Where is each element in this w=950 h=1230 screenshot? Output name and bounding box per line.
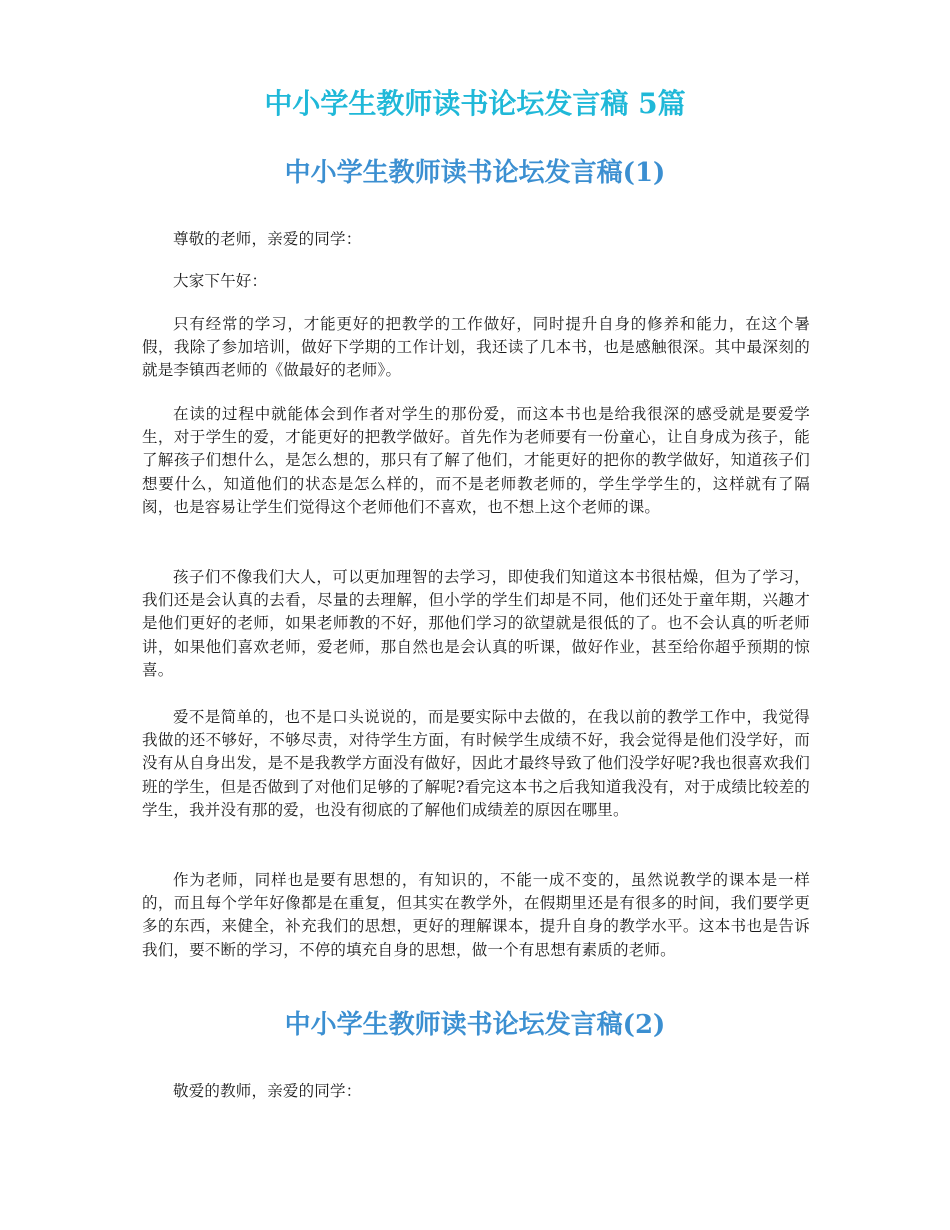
- paragraph: 在读的过程中就能体会到作者对学生的那份爱，而这本书也是给我很深的感受就是要爱学生，对于学生的爱，才能更好的把教学做好。首先作为老师要有一份童心，让自身成为孩子，能了解孩子们想什么，是怎么想的，那只有了解了他们，才能更好的把你的教学做好，知道孩子们想要什么，知道他们的状态是怎么样的，而不是老师教老师的，学生学学生的，这样就有了隔阂，也是容易让学生们觉得这个老师他们不喜欢，也不想上这个老师的课。: [142, 405, 810, 516]
- paragraph: 敬爱的教师，亲爱的同学：: [173, 1082, 362, 1100]
- paragraph: 大家下午好：: [173, 272, 268, 290]
- paragraph: 爱不是简单的，也不是口头说说的，而是要实际中去做的，在我以前的教学工作中，我觉得我做的还不够好，不够尽责，对待学生方面，有时候学生成绩不好，我会觉得是他们没学好，而没有从自身出发，是不是我教学方面没有做好，因此才最终导致了他们没学好呢?我也很喜欢我们班的学生，但是否做到了对他们足够的了解呢?看完这本书之后我知道我没有，对于成绩比较差的学生，我并没有那的爱，也没有彻底的了解他们成绩差的原因在哪里。: [142, 708, 810, 819]
- section-heading-1: 中小学生教师读书论坛发言稿(1): [284, 158, 666, 188]
- document-title: 中小学生教师读书论坛发言稿 5篇: [264, 87, 686, 120]
- section-heading-2: 中小学生教师读书论坛发言稿(2): [284, 1010, 666, 1040]
- paragraph: 孩子们不像我们大人，可以更加理智的去学习，即使我们知道这本书很枯燥，但为了学习，我们还是会认真的去看，尽量的去理解，但小学的学生们却是不同，他们还处于童年期，兴趣才是他们更好的老师，如果老师教的不好，那他们学习的欲望就是很低的了。也不会认真的听老师讲，如果他们喜欢老师，爱老师，那自然也是会认真的听课，做好作业，甚至给你超乎预期的惊喜。: [142, 568, 810, 679]
- paragraph: 只有经常的学习，才能更好的把教学的工作做好，同时提升自身的修养和能力，在这个暑假，我除了参加培训，做好下学期的工作计划，我还读了几本书，也是感触很深。其中最深刻的就是李镇西老师的《做最好的老师》。: [142, 315, 810, 380]
- paragraph: 尊敬的老师，亲爱的同学：: [173, 230, 362, 248]
- paragraph: 作为老师，同样也是要有思想的，有知识的，不能一成不变的，虽然说教学的课本是一样的，而且每个学年好像都是在重复，但其实在教学外，在假期里还是有很多的时间，我们要学更多的东西，来健全，补充我们的思想，更好的理解课本，提升自身的教学水平。这本书也是告诉我们，要不断的学习，不停的填充自身的思想，做一个有思想有素质的老师。: [142, 871, 810, 959]
